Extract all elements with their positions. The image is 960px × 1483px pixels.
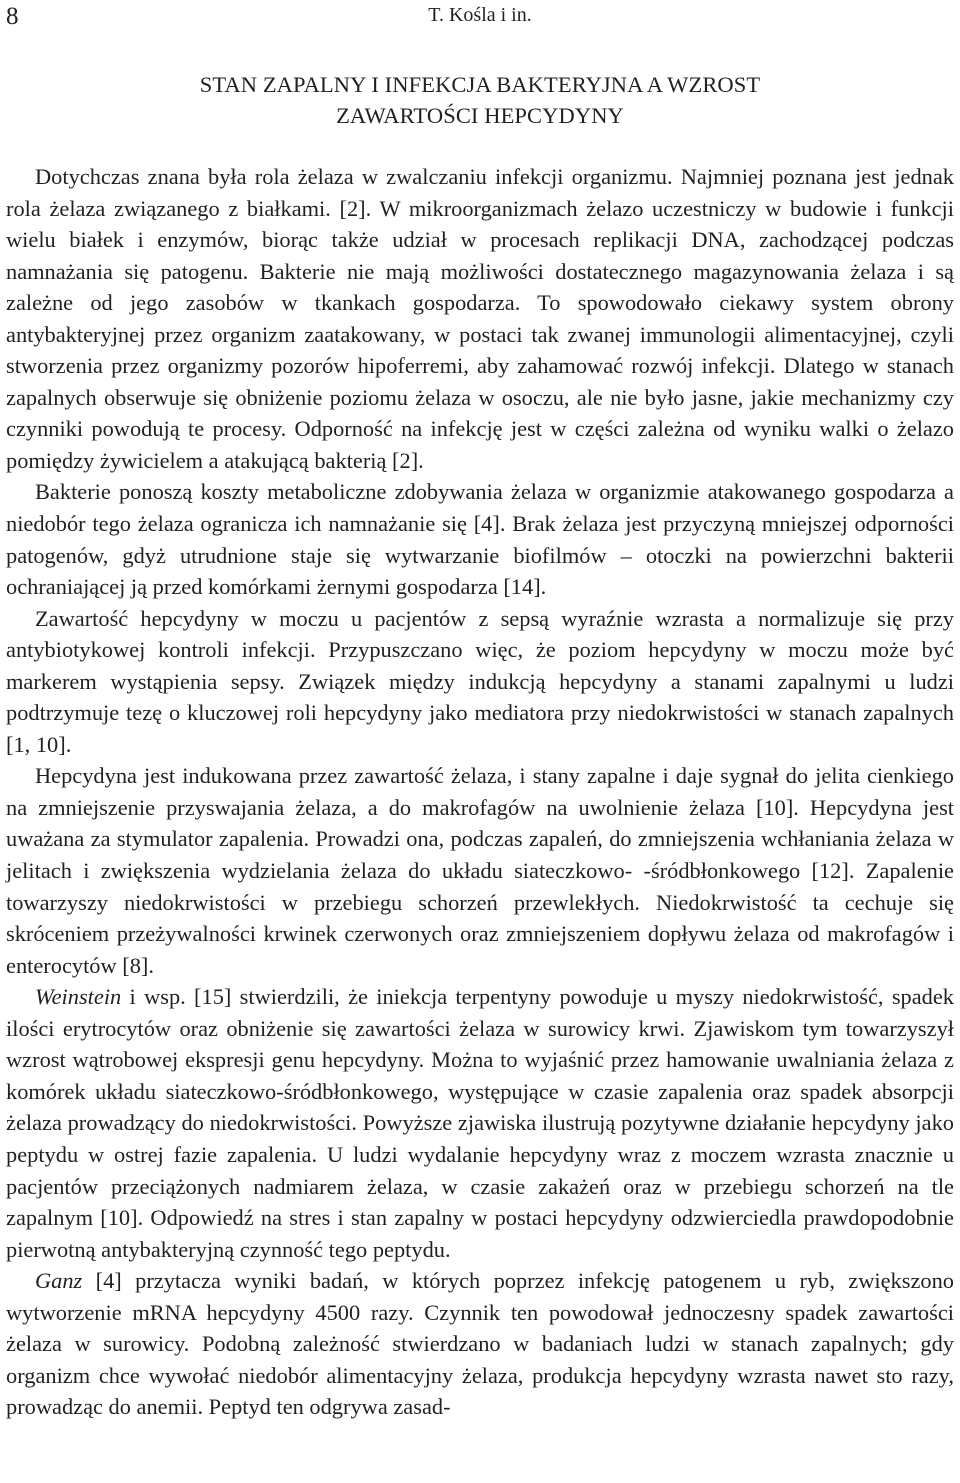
paragraph-1 [6,161,954,476]
paragraph-3-text: Zawartość hepcydyny w moczu u pacjentów z sepsą wyraźnie wzrasta a normalizuje się przy antybiotykowej kontroli infekcji. Przypuszczano więc, że poziom hepcydyny w moczu może być markerem wystąpienia sepsy. Związek między indukcją hepcydyny a stanami zapalnymi u ludzi podtrzymuje tezę o kluczowej roli hepcydyny jako mediatora przy niedokrwistości w stanach zapalnych [1, 10]. [6,605,954,757]
page-number: 8 [6,3,19,30]
section-title-line-2: ZAWARTOŚCI HEPCYDYNY [336,103,624,128]
section-title [0,69,960,131]
running-head: T. Kośla i in. [428,4,532,26]
cited-author-weinstein: Weinstein [35,984,122,1010]
paragraph-3 [6,603,954,761]
body-text [6,161,954,1423]
paragraph-4-text: Hepcydyna jest indukowana przez zawartość żelaza, i stany zapalne i daje sygnał do jelita cienkiego na zmniejszenie przyswajania żelaza, a do makrofagów na uwolnienie żelaza [10]. Hepcydyna jest uważana za stymulator zapalenia. Prowadzi ona, podczas zapaleń, do zmniejszenia wchłaniania żelaza w jelitach i zwiększenia wydzielania żelaza do układu siateczkowo- -śródbłonkowego [12]. Zapalenie towarzyszy niedokrwistości w przebiegu schorzeń przewlekłych. Niedokrwistość ta cechuje się skróceniem przeżywalności krwinek czerwonych oraz zmniejszeniem dopływu żelaza od makrofagów i enterocytów [8]. [6,763,954,978]
paragraph-6-text: [4] przytacza wyniki badań, w których poprzez infekcję patogenem u ryb, zwiększono wytworzenie mRNA hepcydyny 4500 razy. Czynnik ten powodował jednoczesny spadek zawartości żelaza w surowicy. Podobną zależność stwierdzano w badaniach ludzi w stanach zapalnych; gdy organizm chce wywołać niedobór alimentacyjny żelaza, produkcja hepcydyny wzrasta nawet sto razy, prowadząc do anemii. Peptyd ten odgrywa zasad- [6,1268,954,1420]
paragraph-1-text: Dotychczas znana była rola żelaza w zwalczaniu infekcji organizmu. Najmniej poznana jest jednak rola żelaza związanego z białkami. [2]. W mikroorganizmach żelazo uczestniczy w budowie i funkcji wielu białek i enzymów, biorąc także udział w procesach replikacji DNA, zachodzącej podczas namnażania się patogenu. Bakterie nie mają możliwości dostatecznego magazynowania żelaza i są zależne od jego zasobów w tkankach gospodarza. To spowodowało ciekawy system obrony antybakteryjnej przez organizm zaatakowany, w postaci tak zwanej immunologii alimentacyjnej, czyli stworzenia przez organizmy pozorów hipoferremi, aby zahamować rozwój infekcji. Dlatego w stanach zapalnych obserwuje się obniżenie poziomu żelaza w osoczu, ale nie było jasne, jakie mechanizmy czy czynniki powodują te procesy. Odporność na infekcję jest w części zależna od wyniku walki o żelazo pomiędzy żywicielem a atakującą bakterią [2]. [6,164,954,473]
paragraph-5 [6,981,954,1265]
paragraph-5-text: i wsp. [15] stwierdzili, że iniekcja terpentyny powoduje u myszy niedokrwistość, spadek ilości erytrocytów oraz obniżenie się zawartości żelaza w surowicy krwi. Zjawiskom tym towarzyszył wzrost wątrobowej ekspresji genu hepcydyny. Można to wyjaśnić przez hamowanie uwalniania żelaza z komórek układu siateczkowo-śródbłonkowego, występujące w czasie zapalenia oraz spadek absorpcji żelaza prowadzący do niedokrwistości. Powyższe zjawiska ilustrują pozytywne działanie hepcydyny jako peptydu w ostrej fazie zapalenia. U ludzi wydalanie hepcydyny wraz z moczem wzrasta znacznie u pacjentów przeciążonych nadmiarem żelaza, w czasie zakażeń oraz w przebiegu schorzeń na tle zapalnym [10]. Odpowiedź na stres i stan zapalny w postaci hepcydyny odzwierciedla prawdopodobnie pierwotną antybakteryjną czynność tego peptydu. [6,984,954,1262]
paragraph-2-text: Bakterie ponoszą koszty metaboliczne zdobywania żelaza w organizmie atakowanego gospodarza a niedobór tego żelaza ogranicza ich namnażanie się [4]. Brak żelaza jest przyczyną mniejszej odporności patogenów, gdyż utrudnione staje się wytwarzanie biofilmów – otoczki na powierzchni bakterii ochraniającej ją przed komórkami żernymi gospodarza [14]. [6,479,954,600]
paragraph-6 [6,1265,954,1423]
paragraph-2 [6,476,954,602]
paragraph-4 [6,760,954,981]
cited-author-ganz: Ganz [35,1268,83,1294]
section-title-line-1: STAN ZAPALNY I INFEKCJA BAKTERYJNA A WZROST [199,72,761,97]
